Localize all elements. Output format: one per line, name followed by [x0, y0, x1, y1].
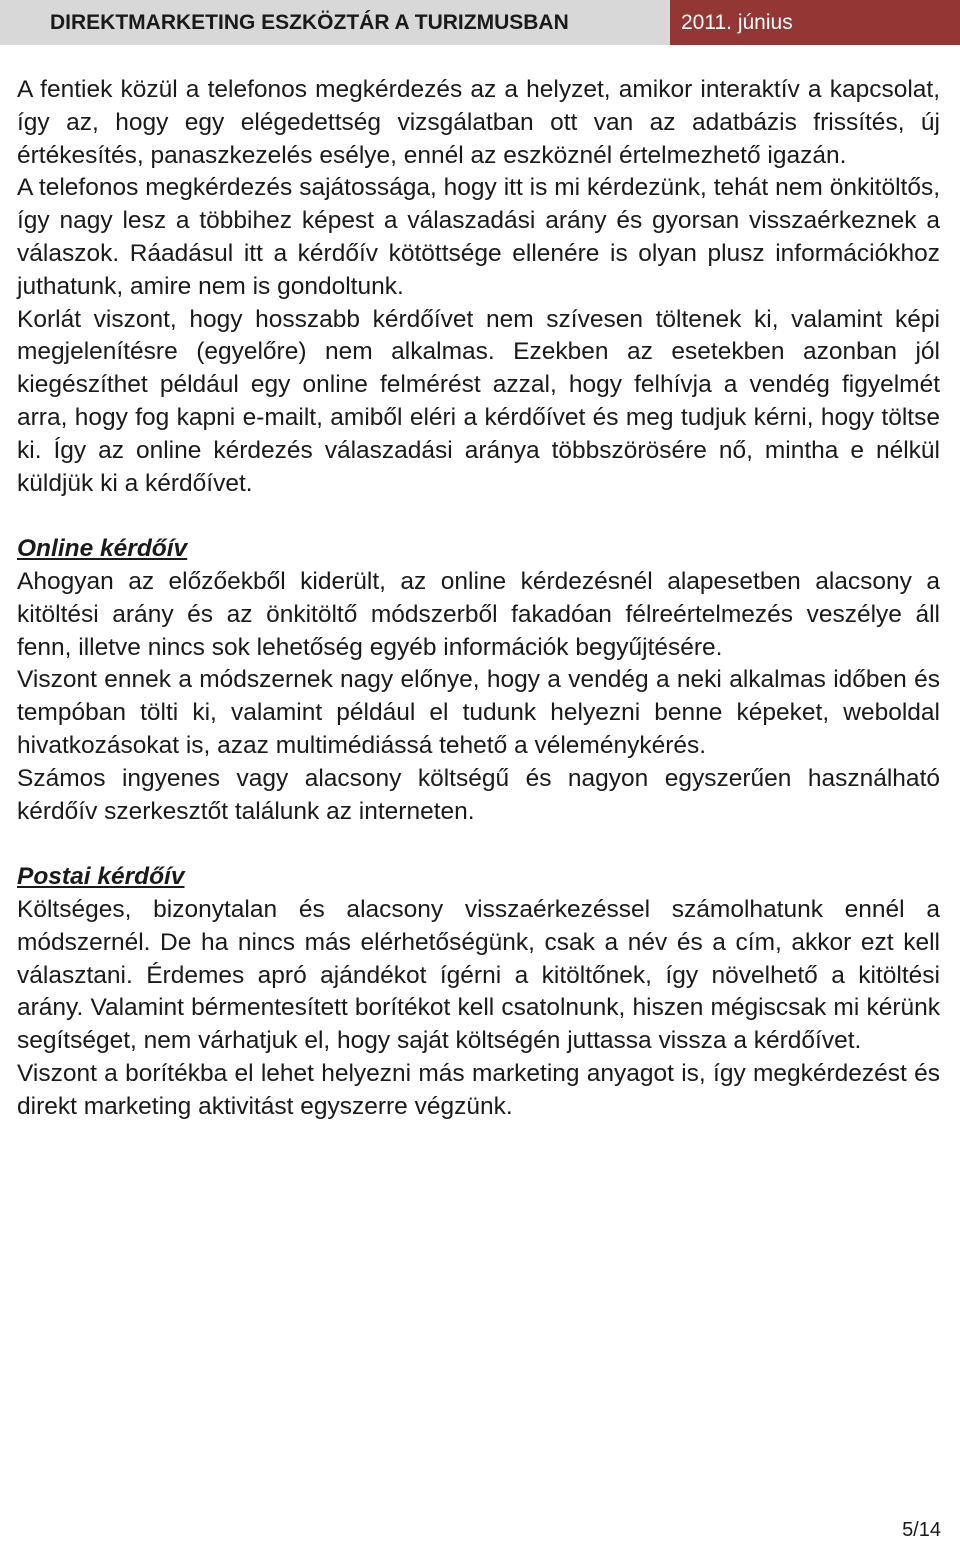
document-body: [17, 74, 940, 1124]
body-paragraph: Viszont ennek a módszernek nagy előnye, hogy a vendég a neki alkalmas időben és tempóban tölti ki, valamint például el tudunk helyezni benne képeket, weboldal hivatkozásokat is, azaz multimédiássá tehető a véleménykérés.: [17, 666, 940, 759]
body-paragraph: Viszont a borítékba el lehet helyezni más marketing anyagot is, így megkérdezést és direkt marketing aktivitást egyszerre végzünk.: [17, 1059, 940, 1120]
body-paragraph: Korlát viszont, hogy hosszabb kérdőívet nem szívesen töltenek ki, valamint képi megjelenítésre (egyelőre) nem alkalmas. Ezekben az esetekben azonban jól kiegészíthet például egy online felmérést azzal, hogy felhívja a vendég figyelmét arra, hogy fog kapni e-mailt, amiből eléri a kérdőívet és meg tudjuk kérni, hogy töltse ki. Így az online kérdezés válaszadási aránya többszörösére nő, mintha e nélkül küldjük ki a kérdőívet.: [17, 305, 940, 497]
body-paragraph: A telefonos megkérdezés sajátossága, hogy itt is mi kérdezünk, tehát nem önkitöltős, így nagy lesz a többihez képest a válaszadási arány és gyorsan visszaérkeznek a válaszok. Ráadásul itt a kérdőív kötöttsége ellenére is olyan plusz információkhoz juthatunk, amire nem is gondoltunk.: [17, 174, 940, 300]
body-paragraph: Költséges, bizonytalan és alacsony visszaérkezéssel számolhatunk ennél a módszernél. De ha nincs más elérhetőségünk, csak a név és a cím, akkor ezt kell választani. Érdemes apró ajándékot ígérni a kitöltőnek, így növelhető a kitöltési arány. Valamint bérmentesített borítékot kell csatolnunk, hiszen mégiscsak mi kérünk segítséget, nem várhatjuk el, hogy saját költségén juttassa vissza a kérdőívet.: [17, 895, 940, 1055]
section-spacer: [17, 828, 940, 861]
document-title: DIREKTMARKETING ESZKÖZTÁR A TURIZMUSBAN: [0, 0, 670, 45]
section-heading-postal: Postai kérdőív: [17, 863, 185, 891]
body-paragraph: Ahogyan az előzőekből kiderült, az online kérdezésnél alapesetben alacsony a kitöltési arány és az önkitöltő módszerből fakadóan félreértelmezés veszélye áll fenn, illetve nincs sok lehetőség egyéb információk begyűjtésére.: [17, 567, 940, 661]
document-date: 2011. június: [670, 0, 960, 45]
body-paragraph: A fentiek közül a telefonos megkérdezés az a helyzet, amikor interaktív a kapcsolat, így az, hogy egy elégedettség vizsgálatban ott van az adatbázis frissítés, új értékesítés, panaszkezelés esélye, ennél az eszköznél értelmezhető igazán.: [17, 76, 940, 169]
page-header: [0, 0, 960, 45]
section-spacer: [17, 500, 940, 533]
page-number: 5/14: [902, 1519, 941, 1541]
section-heading-online: Online kérdőív: [17, 535, 188, 563]
body-paragraph: Számos ingyenes vagy alacsony költségű és nagyon egyszerűen használható kérdőív szerkesztőt találunk az interneten.: [17, 764, 940, 825]
